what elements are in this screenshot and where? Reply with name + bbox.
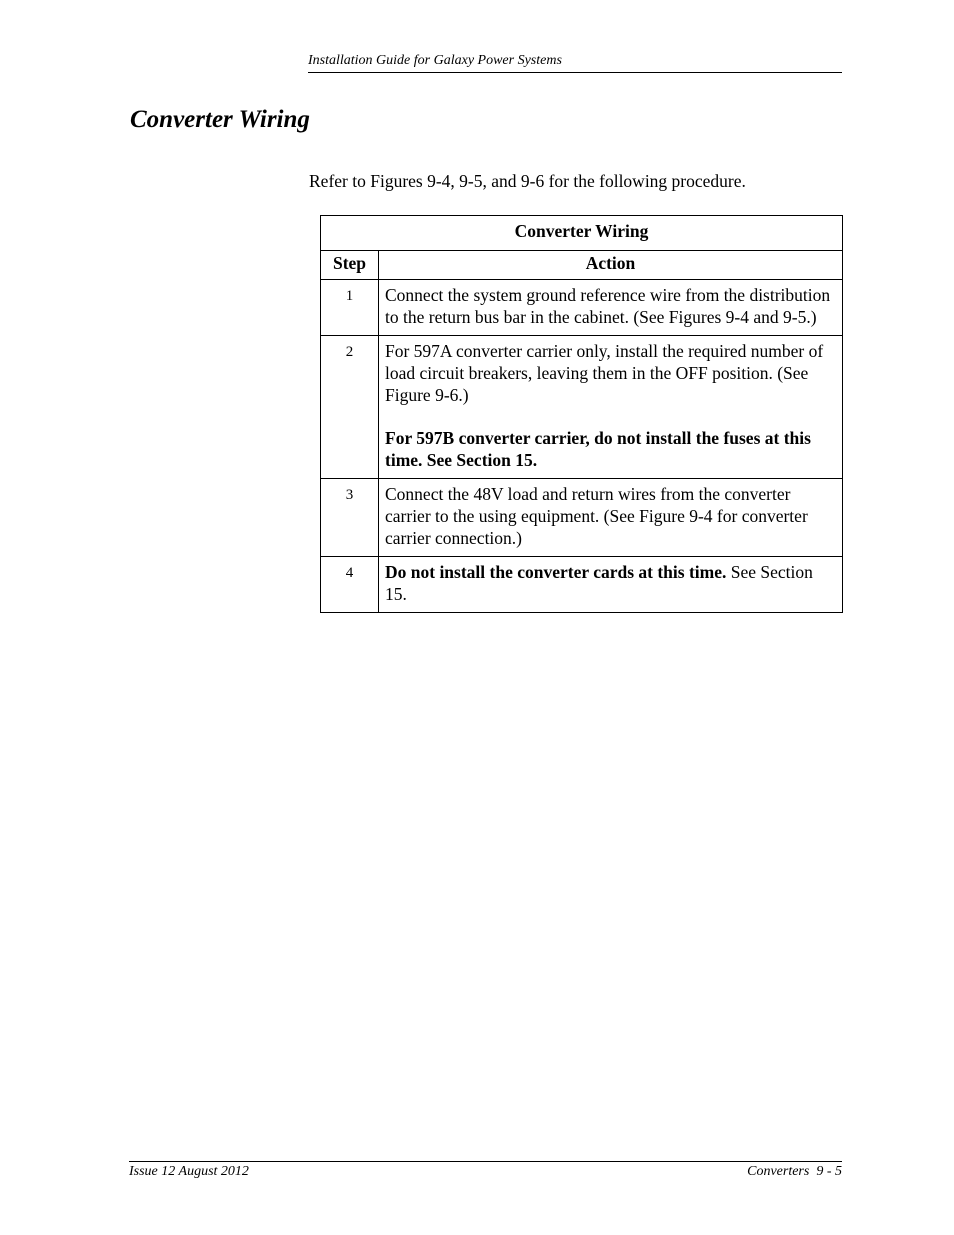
table-row (321, 557, 843, 613)
step-action-text (385, 561, 836, 605)
table-row (321, 336, 843, 479)
footer-page-number: Converters 9 - 5 (747, 1164, 842, 1179)
footer-rule (129, 1161, 842, 1162)
step-action (379, 479, 843, 557)
step-number: 3 (321, 479, 379, 557)
procedure-table (320, 215, 843, 613)
table-caption-row (321, 216, 843, 251)
running-header: Installation Guide for Galaxy Power Systems (308, 53, 562, 68)
step-action (379, 336, 843, 479)
step-action-rest: See Section 15. (385, 562, 813, 604)
step-number: 1 (321, 280, 379, 336)
column-header-step: Step (321, 251, 379, 280)
table-row (321, 280, 843, 336)
table-caption: Converter Wiring (321, 216, 843, 251)
step-action (379, 557, 843, 613)
intro-paragraph: Refer to Figures 9-4, 9-5, and 9-6 for the following procedure. (309, 171, 746, 191)
step-number: 4 (321, 557, 379, 613)
step-number: 2 (321, 336, 379, 479)
table-header-row (321, 251, 843, 280)
section-title: Converter Wiring (130, 106, 310, 133)
column-header-action: Action (379, 251, 843, 280)
footer-issue: Issue 12 August 2012 (129, 1164, 249, 1179)
step-action (379, 280, 843, 336)
step-action-note: For 597B converter carrier, do not install the fuses at this time. See Section 15. (385, 428, 811, 470)
step-action-bold: Do not install the converter cards at this time. (385, 562, 727, 582)
step-action-text: Connect the system ground reference wire from the distribution to the return bus bar in the cabinet. (See Figures 9-4 and 9-5.) (385, 285, 831, 327)
header-rule (308, 72, 842, 73)
step-action-text: Connect the 48V load and return wires from the converter carrier to the using equipment. (See Figure 9-4 for converter carrier connection.) (385, 484, 808, 548)
step-action-text: For 597A converter carrier only, install the required number of load circuit breakers, leaving them in the OFF position. (See Figure 9-6.) (385, 341, 824, 405)
table-row (321, 479, 843, 557)
